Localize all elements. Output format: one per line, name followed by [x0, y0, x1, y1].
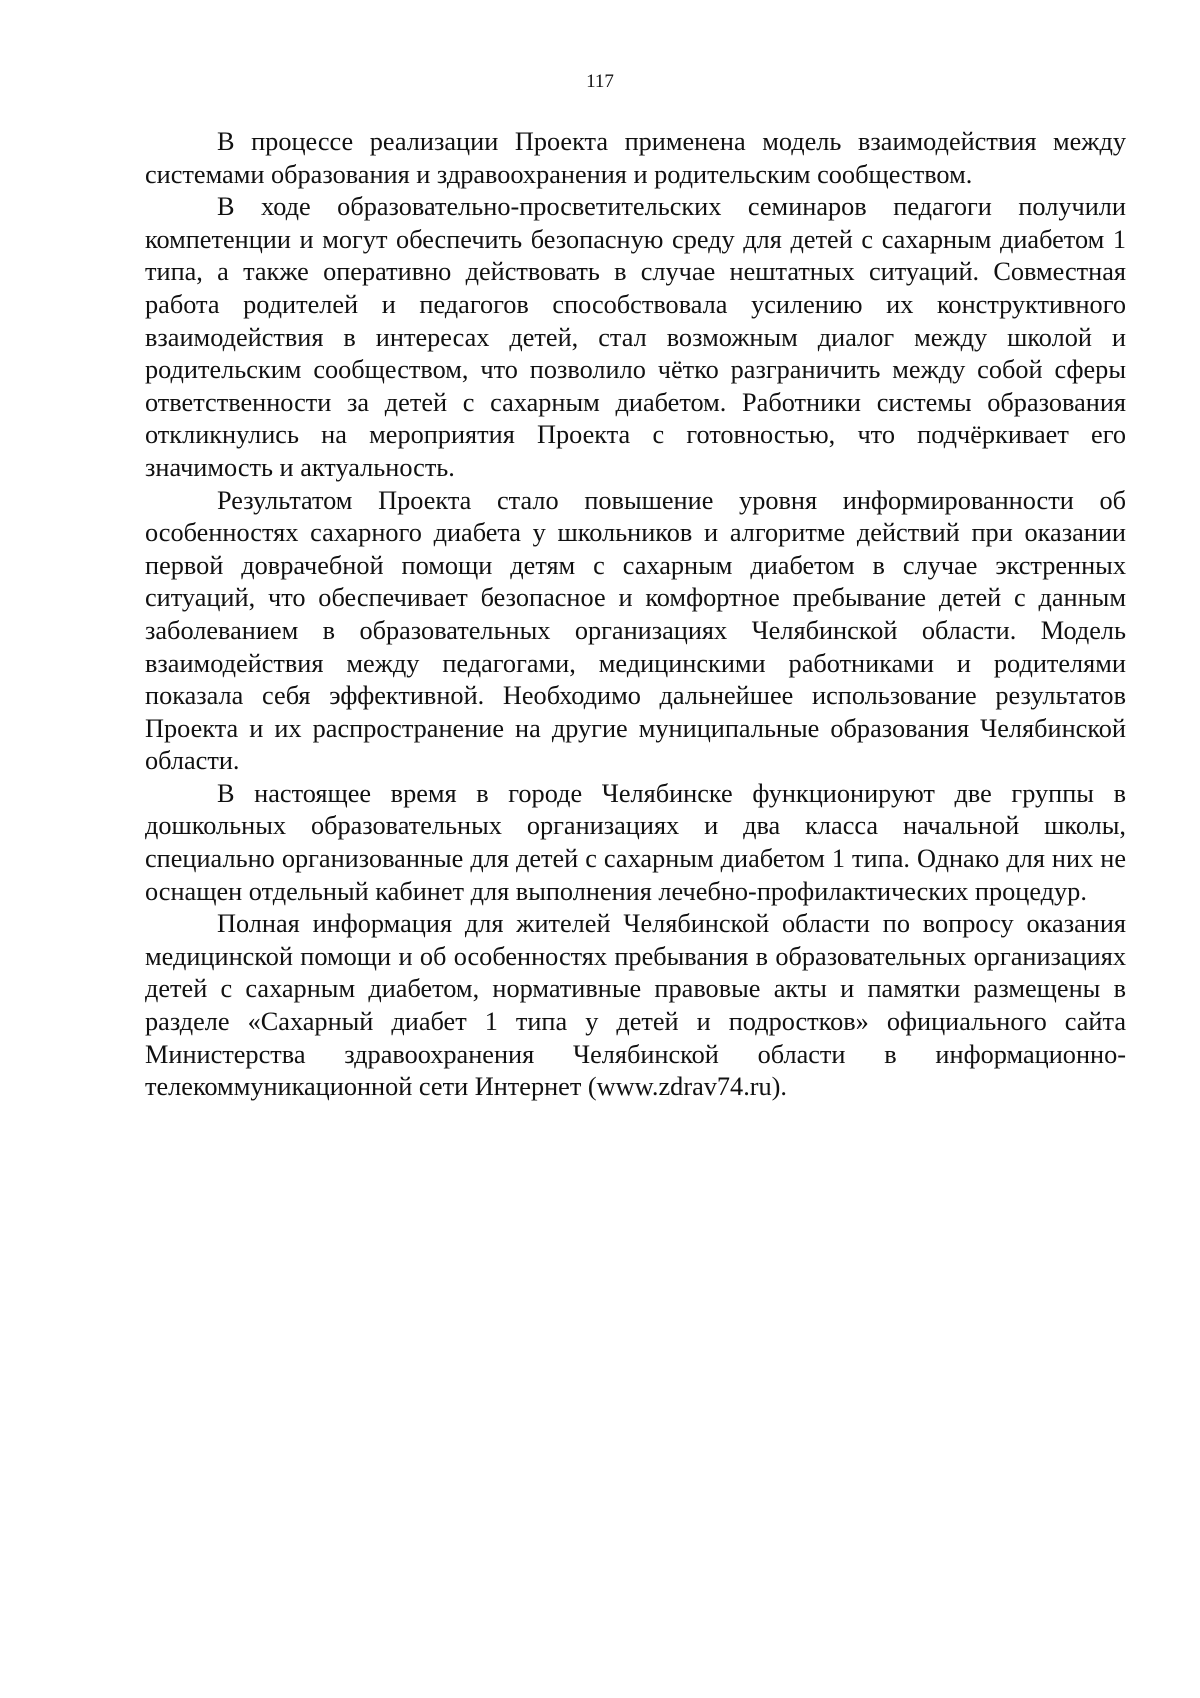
page-number: 117 — [586, 71, 614, 92]
document-body — [145, 126, 1126, 1104]
paragraph: В ходе образовательно-просветительских семинаров педагоги получили компетенции и могут обеспечить безопасную среду для детей с сахарным диабетом 1 типа, а также оперативно действовать в случае нештатных ситуаций. Совместная работа родителей и педагогов способствовала усилению их конструктивного взаимодействия в интересах детей, стал возможным диалог между школой и родительским сообществом, что позволило чётко разграничить между собой сферы ответственности за детей с сахарным диабетом. Работники системы образования откликнулись на мероприятия Проекта с готовностью, что подчёркивает его значимость и актуальность. — [145, 192, 1126, 482]
paragraph: Результатом Проекта стало повышение уровня информированности об особенностях сахарного диабета у школьников и алгоритме действий при оказании первой доврачебной помощи детям с сахарным диабетом в случае экстренных ситуаций, что обеспечивает безопасное и комфортное пребывание детей с данным заболеванием в образовательных организациях Челябинской области. Модель взаимодействия между педагогами, медицинскими работниками и родителями показала себя эффективной. Необходимо дальнейшее использование результатов Проекта и их распространение на другие муниципальные образования Челябинской области. — [145, 485, 1126, 776]
paragraph: Полная информация для жителей Челябинской области по вопросу оказания медицинской помощи и об особенностях пребывания в образовательных организациях детей с сахарным диабетом, нормативные правовые акты и памятки размещены в разделе «Сахарный диабет 1 типа у детей и подростков» официального сайта Министерства здравоохранения Челябинской области в информационно-телекоммуникационной сети Интернет (www.zdrav74.ru). — [145, 909, 1126, 1102]
paragraph: В процессе реализации Проекта применена модель взаимодействия между системами образования и здравоохранения и родительским сообществом. — [145, 127, 1126, 189]
paragraph: В настоящее время в городе Челябинске функционируют две группы в дошкольных образовательных организациях и два класса начальной школы, специально организованные для детей с сахарным диабетом 1 типа. Однако для них не оснащен отдельный кабинет для выполнения лечебно-профилактических процедур. — [145, 778, 1126, 906]
